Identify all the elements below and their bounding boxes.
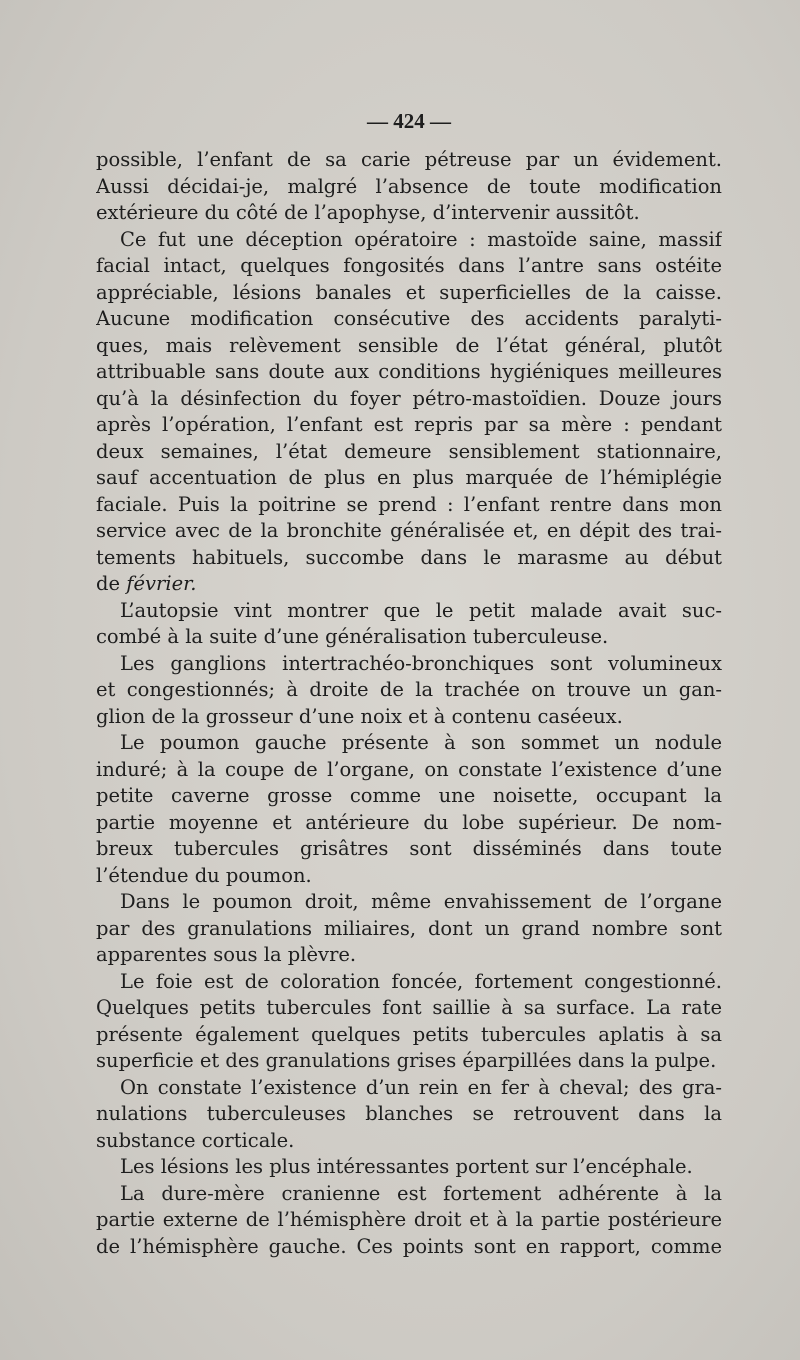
text-line (96, 386, 722, 413)
body-text (96, 147, 722, 1260)
text-line-content: induré; à la coupe de l’organe, on constate l’existence d’une (96, 757, 722, 781)
text-line-content: glion de la grosseur d’une noix et à contenu caséeux. (96, 704, 623, 728)
page-number: — 424 — (367, 109, 451, 133)
text-line (96, 1022, 722, 1049)
text-line (96, 1075, 722, 1102)
text-line (96, 227, 722, 254)
text-line (96, 969, 722, 996)
text-line-content: et congestionnés; à droite de la trachée on trouve un gan- (96, 678, 722, 701)
text-line (96, 571, 722, 598)
text-line (96, 200, 722, 227)
text-line (96, 280, 722, 307)
text-line-content: ques, mais relèvement sensible de l’état général, plutôt (96, 333, 722, 357)
text-line-content: deux semaines, l’état demeure sensiblement stationnaire, (96, 439, 722, 463)
text-line-content: service avec de la bronchite généralisée et, en dépit des trai- (96, 519, 722, 542)
text-line (96, 704, 722, 731)
text-line-content: attribuable sans doute aux conditions hygiéniques meilleures (96, 360, 722, 383)
text-line (96, 306, 722, 333)
text-line-content: substance corticale. (96, 1128, 295, 1152)
text-line-content: Le poumon gauche présente à son sommet un nodule (120, 731, 722, 754)
text-line (96, 624, 722, 651)
text-line-content: tements habituels, succombe dans le marasme au début (96, 545, 722, 569)
text-line-content: La dure-mère cranienne est fortement adhérente à la (120, 1181, 722, 1205)
text-line (96, 412, 722, 439)
text-line (96, 810, 722, 837)
text-line (96, 465, 722, 492)
text-line-content: présente également quelques petits tubercules aplatis à sa (96, 1022, 722, 1046)
text-line (96, 333, 722, 360)
text-line (96, 1234, 722, 1261)
text-line (96, 545, 722, 572)
text-line (96, 147, 722, 174)
text-line (96, 677, 722, 704)
text-line-content: Aucune modification consécutive des accidents paralyti- (96, 307, 722, 330)
text-line (96, 651, 722, 678)
text-line-content: apparentes sous la plèvre. (96, 943, 357, 966)
text-line-content: partie externe de l’hémisphère droit et à la partie postérieure (96, 1208, 722, 1231)
text-line-content: de (96, 572, 127, 595)
text-line (96, 783, 722, 810)
text-line-content: Les lésions les plus intéressantes portent sur l’encéphale. (120, 1155, 693, 1178)
text-line (96, 916, 722, 943)
text-line-content: On constate l’existence d’un rein en fer à cheval; des gra- (120, 1075, 722, 1099)
text-line-content: faciale. Puis la poitrine se prend : l’enfant rentre dans mon (96, 492, 722, 516)
italic-text: février. (126, 572, 197, 595)
text-line (96, 492, 722, 519)
text-line-content: breux tubercules grisâtres sont disséminés dans toute (96, 837, 722, 860)
text-line-content: Quelques petits tubercules font saillie à sa surface. La rate (96, 996, 722, 1019)
text-line-content: possible, l’enfant de sa carie pétreuse par un évidement. (96, 148, 722, 171)
text-line-content: combé à la suite d’une généralisation tuberculeuse. (96, 625, 609, 648)
text-line (96, 1048, 722, 1075)
text-line-content: Ce fut une déception opératoire : mastoïde saine, massif (120, 227, 722, 251)
text-line-content: Les ganglions intertrachéo-bronchiques sont volumineux (120, 651, 722, 675)
text-line (96, 730, 722, 757)
text-line-content: appréciable, lésions banales et superficielles de la caisse. (96, 280, 722, 304)
text-line (96, 1181, 722, 1208)
text-line (96, 1101, 722, 1128)
text-line (96, 757, 722, 784)
text-line-content: qu’à la désinfection du foyer pétro-mastoïdien. Douze jours (96, 386, 722, 410)
text-line (96, 359, 722, 386)
text-line-content: facial intact, quelques fongosités dans l’antre sans ostéite (96, 254, 722, 277)
text-line (96, 863, 722, 890)
text-line (96, 995, 722, 1022)
text-line-content: extérieure du côté de l’apophyse, d’intervenir aussitôt. (96, 201, 640, 224)
text-line-content: l’étendue du poumon. (96, 863, 312, 887)
text-line-content: Le foie est de coloration foncée, fortement congestionné. (120, 969, 722, 993)
book-page (96, 0, 722, 1360)
text-line (96, 942, 722, 969)
text-line (96, 889, 722, 916)
text-line-content: petite caverne grosse comme une noisette, occupant la (96, 784, 722, 807)
text-line (96, 598, 722, 625)
text-line (96, 836, 722, 863)
text-line (96, 518, 722, 545)
text-line-content: partie moyenne et antérieure du lobe supérieur. De nom- (96, 810, 722, 834)
text-line (96, 1128, 722, 1155)
text-line (96, 1154, 722, 1181)
text-line (96, 253, 722, 280)
text-line (96, 1207, 722, 1234)
text-line-content: superficie et des granulations grises éparpillées dans la pulpe. (96, 1049, 717, 1072)
text-line-content: par des granulations miliaires, dont un grand nombre sont (96, 916, 722, 940)
text-line-content: nulations tuberculeuses blanches se retrouvent dans la (96, 1102, 722, 1125)
text-line-content: après l’opération, l’enfant est repris par sa mère : pendant (96, 413, 722, 436)
text-line-content: sauf accentuation de plus en plus marquée de l’hémiplégie (96, 466, 722, 489)
text-line-content: de l’hémisphère gauche. Ces points sont en rapport, comme (96, 1234, 722, 1258)
text-line-content: L’autopsie vint montrer que le petit malade avait suc- (120, 598, 722, 622)
text-line (96, 439, 722, 466)
text-line-content: Dans le poumon droit, même envahissement de l’organe (120, 890, 722, 913)
text-line-content: Aussi décidai-je, malgré l’absence de toute modification (96, 174, 722, 198)
text-line (96, 174, 722, 201)
